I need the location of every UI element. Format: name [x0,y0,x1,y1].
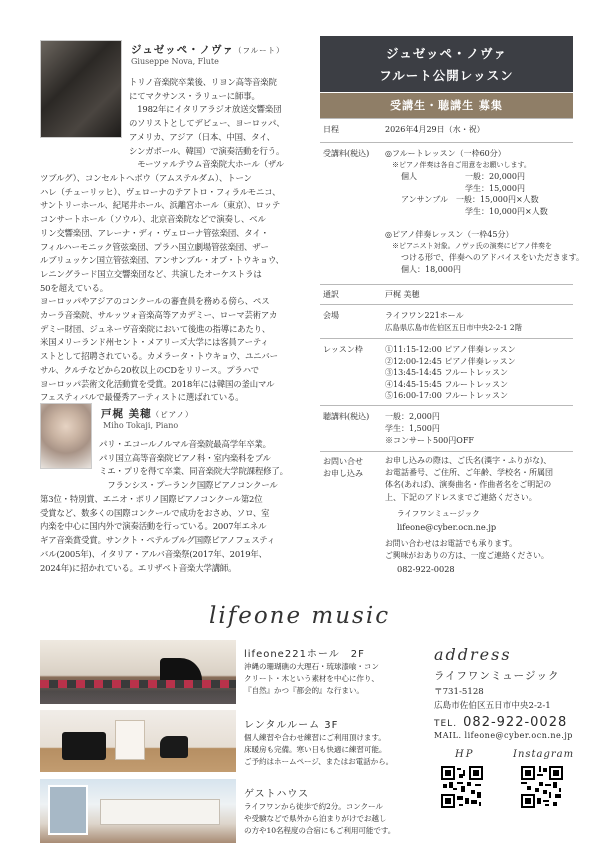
bio-line: リン交響楽団、アレーナ・ディ・ヴェローナ管弦楽団、タイ・ [40,227,269,238]
contact-line: お電話番号、ご住所、ご年齢、学校名・所属団 [385,468,553,478]
bio-line: レニングラード国立交響楽団など、共演したオーケストラは [40,268,262,279]
row-audit-label: 聴講料(税込) [323,412,370,421]
row-slots-label: レッスン枠 [323,345,363,354]
tokaji-bio-wide [40,493,304,575]
qr-hp-label: HP [455,749,475,760]
event-title [320,36,573,92]
address-postal: 〒731-5128 [434,687,484,697]
bio-line: パリ国立高等音楽院ピアノ科・室内楽科をブル [99,452,271,463]
bio-line: 米国メリーランド州セント・メアリーズ大学には客員アーティ [40,337,269,348]
lesson-slot: ②12:00-12:45 ピアノ伴奏レッスン [385,356,516,366]
address-tel-number[interactable]: 082-922-0028 [463,715,568,730]
bio-line: ギア音楽賞受賞。サンクト・ペテルブルグ国際ピアノフェスティ [40,535,276,546]
row-interpreter-label: 通訳 [323,290,339,299]
bio-line: フランシス・プーランク国際ピアノコンクール [99,480,278,491]
bio-line: のソリストとしてデビュー、ヨーロッパ、 [129,118,285,129]
address-org: ライフワンミュージック [434,670,560,682]
fee-line: 学生：10,000円×人数 [385,206,548,216]
row-venue-name: ライフワン221ホール [385,311,464,320]
bio-line: 1982年にイタリアラジオ放送交響楽団 [129,104,282,115]
facility-desc-line: ご予約はホームページ、またはお電話から。 [244,757,394,766]
contact-label-2: お申し込み [323,469,363,478]
address-heading: address [434,645,512,664]
facility-desc-line: クリート・木という素材を中心に作り、 [244,674,379,683]
fee-line: 個人 一般：20,000円 [385,172,525,182]
bio-line: ハレ（チューリッヒ）、ヴェローナのテアトロ・フィラルモニコ、 [40,186,281,197]
contact-line: お問い合わせはお電話でも承ります。 [385,539,517,549]
audit-fee-line: 一般：2,000円 [385,412,440,421]
tokaji-name [101,402,194,421]
contact-instructions [385,455,575,504]
contact-phone-note [385,538,575,562]
facility-desc-line: 『自然』かつ『都会的』な行まい。 [244,686,364,695]
row-fee-label: 受講料(税込) [323,149,370,158]
bio-line: 受賞など、数多くの国際コンクールで成功をおさめ、ソロ、室 [40,507,270,518]
fee-line: 個人：18,000円 [385,264,461,274]
fee-line: ※ピアノ伴奏は各自ご用意をお願いします。 [385,160,531,169]
nova-bio-narrow [129,76,299,172]
tokaji-photo [40,403,92,469]
event-subtitle: 受講生・聴講生 募集 [320,93,573,118]
lesson-slot: ⑤16:00-17:00 フルートレッスン [385,391,508,401]
bio-line: ヨーロッパ芸術文化活動賞を受賞。2018年には韓国の釜山マル [40,378,275,389]
row-date-value: 2026年4月29日（水・祝） [385,125,485,134]
contact-phone[interactable]: 082-922-0028 [397,563,455,574]
bio-line: ルブリュッケン国立管弦楽団、アンサンブル・オブ・トウキョウ、 [40,255,284,266]
fee-line: ◎ピアノ伴奏レッスン（一枠45分） [385,230,514,240]
lesson-slot: ③13:45-14:45 フルートレッスン [385,368,508,378]
contact-body [385,455,575,575]
row-interpreter [320,285,573,305]
facility-desc-line: 個人練習や合わせ練習にご利用頂けます。 [244,733,386,742]
row-audit [320,406,573,452]
row-fee-value [385,148,584,276]
bio-line: ストとして招聘されている。カメラータ・トウキョウ、ユニバー [40,351,278,362]
contact-line: ご興味がおありの方は、一度ご連絡ください。 [385,551,549,561]
row-interpreter-value: 戸梶 美穂 [385,290,420,299]
bio-line: 2024年)に招かれている。エリザベト音楽大学講師。 [40,562,237,573]
fee-line: ◎フルートレッスン（一枠60分） [385,149,506,158]
bio-line: パリ・エコールノルマル音楽院最高学年卒業。 [99,439,271,449]
facility-1-desc [244,661,414,697]
address-street: 広島市佐伯区五日市中央2-2-1 [434,701,551,711]
row-slots [320,339,573,406]
tokaji-name-jp: 戸梶 美穂 [101,408,152,420]
fee-line: つける形で、伴奏へのアドバイスをいただきます。 [385,253,584,263]
bio-line: サントリーホール、紀尾井ホール、浜離宮ホール（東京）、ロッテ [40,200,281,211]
facility-2-title: レンタルルーム 3F [244,720,339,731]
contact-label-1: お問い合せ [323,457,363,466]
row-date [320,119,573,143]
bio-line: トリノ音楽院卒業後、リヨン高等音楽院 [129,77,277,87]
contact-email[interactable]: lifeone@cyber.ocn.ne.jp [397,522,497,533]
facility-desc-line: ライフワンから徒歩で約2分。コンクール [244,802,383,811]
tokaji-role: （ピアノ） [151,410,194,419]
bio-line: バル(2005年)、イタリア・アルバ音楽祭(2017年、2019年、 [40,548,267,559]
fee-line: ※ピアニスト対象。ノヴァ氏の演奏にピアノ伴奏を [385,241,553,250]
fee-line: 学生：15,000円 [385,183,525,193]
bio-line: 50を超えている。 [40,282,108,293]
address-tel-label: TEL. [434,719,458,729]
bio-line: シンガポール、韓国）で演奏活動を行う。 [129,145,285,156]
address-mail-label: MAIL. [434,731,462,740]
nova-photo [40,40,122,138]
nova-name [131,38,285,57]
row-fee [320,143,584,285]
address-mail [434,731,573,740]
nova-name-jp: ジュゼッペ・ノヴァ [131,44,234,56]
tokaji-bio-narrow [99,438,304,493]
row-date-label: 日程 [323,125,339,134]
bio-line: 第3位・特別賞、エニオ・ポリノ国際ピアノコンクール第2位 [40,494,263,504]
audit-fee-line: ※コンサート500円OFF [385,435,474,445]
bio-line: カーラ音楽院、サルッツォ音楽高等アカデミー、ローマ芸術アカ [40,310,278,321]
row-venue-address: 広島県広島市佐伯区五日市中央2-2-1 2階 [385,323,523,332]
row-audit-value [385,411,474,446]
facility-3-title: ゲストハウス [244,789,310,800]
facility-3-photo [40,779,236,843]
event-title-line1: ジュゼッペ・ノヴァ [386,46,507,61]
fee-line: アンサンブル 一般：15,000円×人数 [385,195,539,205]
bio-line: にてマクサンス・ラリューに師事。 [129,90,260,101]
bio-line: ツブルグ）、コンセルトヘボウ（アムステルダム）、トーン [40,173,252,183]
contact-line: お申し込みの際は、ご氏名(漢字・ふりがな)、 [385,456,552,465]
bio-line: 内楽を中心に国内外で演奏活動を行っている。2007年エネル [40,521,267,532]
lesson-slot: ①11:15-12:00 ピアノ伴奏レッスン [385,345,516,354]
audit-fee-line: 学生：1,500円 [385,423,440,433]
bio-line: ヨーロッパやアジアのコンクールの審査員を務める傍ら、ペス [40,296,270,307]
tokaji-name-en: Miho Tokaji, Piano [103,421,179,430]
bio-line: デミー財団、ジュネーヴ音楽院において後進の指導にあたり、 [40,323,271,334]
event-table [320,118,584,451]
nova-name-en: Giuseppe Nova, Flute [131,57,219,66]
address-tel [434,711,567,730]
facility-desc-line: の方や10名程度の合宿にもご利用可能です。 [244,826,396,835]
qr-instagram[interactable] [521,766,563,808]
nova-bio-wide [40,172,302,405]
facility-desc-line: 沖縄の珊瑚礁の大理石・琉球漆喰・コン [244,662,379,671]
address-mail-value[interactable]: lifeone@cyber.ocn.ne.jp [464,731,573,740]
contact-labels [323,456,363,480]
bio-line: フィルハーモニック管弦楽団、プラハ国立劇場管弦楽団、ザー [40,241,269,252]
facility-2-photo [40,710,236,772]
lesson-slot: ④14:45-15:45 フルートレッスン [385,379,508,389]
contact-org: ライフワンミュージック [397,508,480,518]
bio-line: ミエ・プリを得て卒業、同音楽院大学院課程修了。 [99,466,288,477]
bio-line: アメリカ、アジア（日本、中国、タイ、 [129,131,275,142]
bio-line: コンサートホール（ソウル）、北京音楽院などで演奏し、ベル [40,214,266,225]
contact-line: 上、下記のアドレスまでご連絡ください。 [385,492,537,502]
fee-line [385,218,584,230]
bio-line: モーツァルテウム音楽院大ホール（ザル [129,159,284,170]
event-title-line2: フルート公開レッスン [379,68,514,83]
facility-3-desc [244,801,414,837]
qr-hp[interactable] [441,766,483,808]
facility-1-title: lifeone221ホール 2F [244,649,365,660]
facility-desc-line: 床暖房も完備。寒い日も快適に練習可能。 [244,745,387,754]
facility-desc-line: や受験などで県外から泊まりがけでお越し [244,814,387,823]
bio-line: サル、クルチなどから20枚以上のCDをリリース。プラハで [40,364,259,375]
row-venue-label: 会場 [323,311,339,320]
row-venue [320,305,573,339]
brand-logo: lifeone music [209,603,391,629]
facility-2-desc [244,732,414,768]
qr-instagram-label: Instagram [513,749,575,760]
row-slots-value [385,344,516,402]
bio-line: フェスティバルで最優秀アーティストに選ばれている。 [40,392,244,403]
nova-role: （フルート） [233,46,285,55]
facility-1-photo [40,640,236,704]
contact-line: 体名(あれば)、演奏曲名・作曲者名をご明記の [385,480,552,490]
